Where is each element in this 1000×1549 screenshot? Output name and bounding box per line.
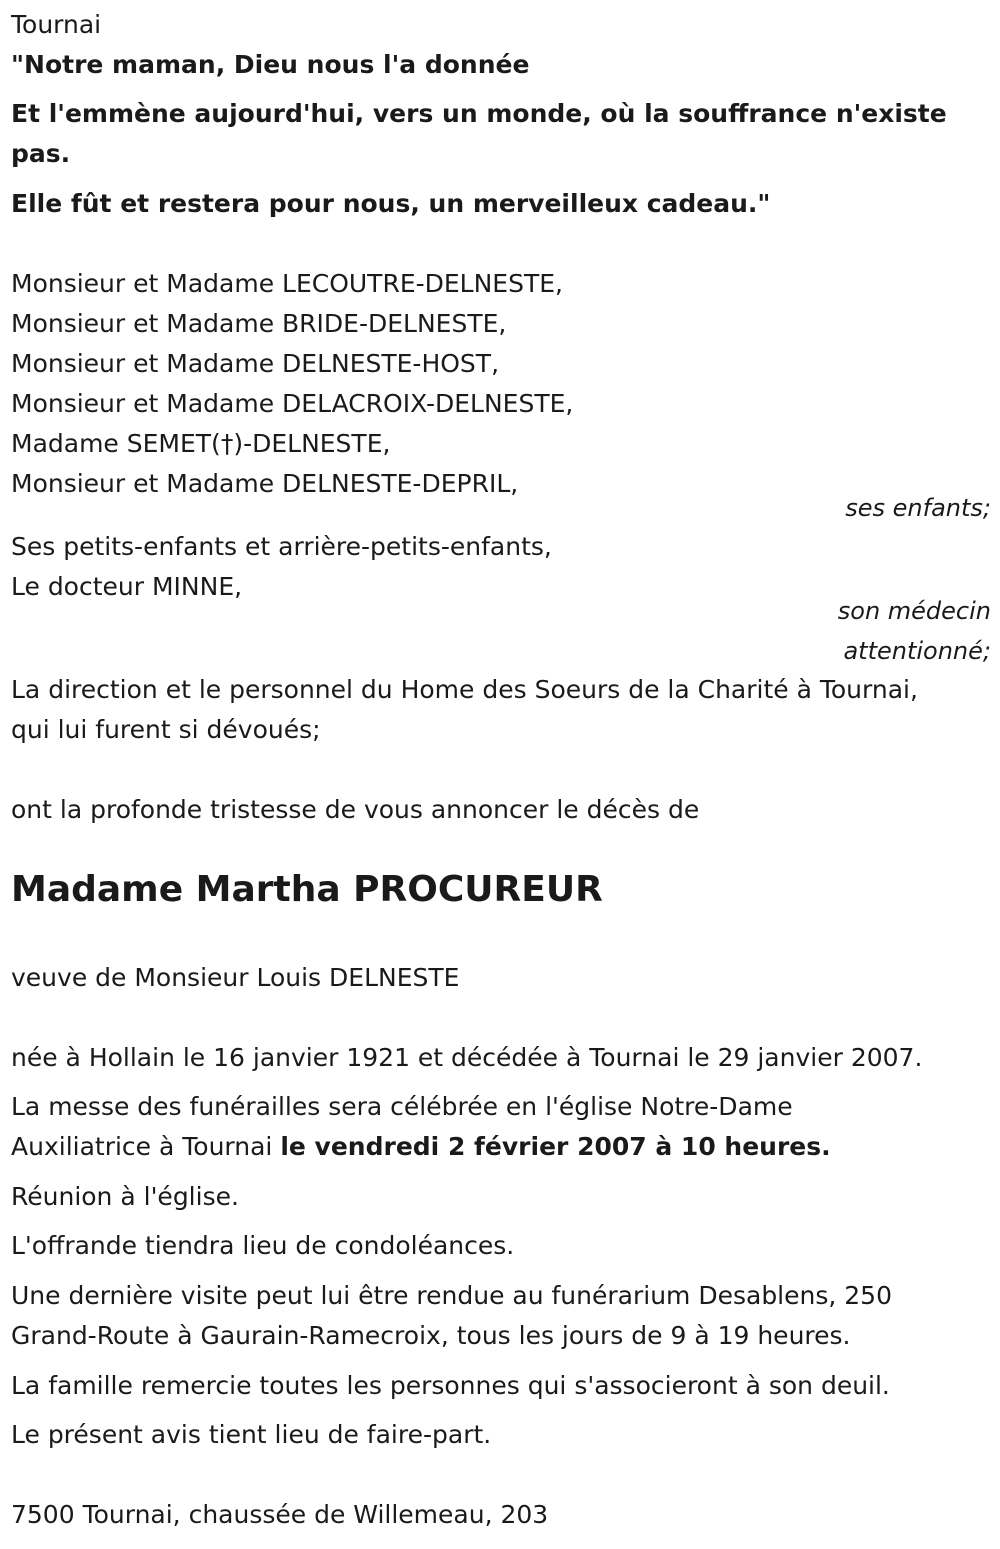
mass-line-1: La messe des funérailles sera célébrée en l'église Notre-Dame [11,1092,793,1121]
family-child-4: Monsieur et Madame DELACROIX-DELNESTE, [11,389,574,418]
widow-of: veuve de Monsieur Louis DELNESTE [11,963,460,992]
deceased-name: Madame Martha PROCUREUR [11,869,603,910]
doctor: Le docteur MINNE, [11,572,243,601]
quote-line-2a: Et l'emmène aujourd'hui, vers un monde, où la souffrance n'existe [11,99,947,128]
doctor-role-2: attentionné; [843,637,991,665]
visit-line-1: Une dernière visite peut lui être rendue au funérarium Desablens, 250 [11,1281,892,1310]
thanks-note: La famille remercie toutes les personnes qui s'associeront à son deuil. [11,1371,890,1400]
doctor-role-1: son médecin [837,597,991,625]
family-child-1: Monsieur et Madame LECOUTRE-DELNESTE, [11,269,563,298]
birth-death-dates: née à Hollain le 16 janvier 1921 et décédée à Tournai le 29 janvier 2007. [11,1043,923,1072]
children-role: ses enfants; [845,494,991,522]
family-child-3: Monsieur et Madame DELNESTE-HOST, [11,349,500,378]
family-child-6: Monsieur et Madame DELNESTE-DEPRIL, [11,469,519,498]
visit-line-2: Grand-Route à Gaurain-Ramecroix, tous les jours de 9 à 19 heures. [11,1321,851,1350]
home-staff-2: qui lui furent si dévoués; [11,715,321,744]
home-staff-1: La direction et le personnel du Home des Soeurs de la Charité à Tournai, [11,675,918,704]
meeting-note: Réunion à l'église. [11,1182,239,1211]
quote-line-1: "Notre maman, Dieu nous l'a donnée [11,50,530,79]
offering-note: L'offrande tiendra lieu de condoléances. [11,1231,515,1260]
header-city: Tournai [11,10,102,39]
family-child-5: Madame SEMET(†)-DELNESTE, [11,429,391,458]
announcement: ont la profonde tristesse de vous annoncer le décès de [11,795,700,824]
mass-datetime: le vendredi 2 février 2007 à 10 heures. [280,1132,831,1161]
notice-note: Le présent avis tient lieu de faire-part. [11,1420,492,1449]
quote-line-2b: pas. [11,139,71,168]
family-child-2: Monsieur et Madame BRIDE-DELNESTE, [11,309,507,338]
mass-place: Auxiliatrice à Tournai [11,1132,281,1161]
mass-line-2 [11,1132,831,1162]
grandchildren: Ses petits-enfants et arrière-petits-enfants, [11,532,552,561]
quote-line-3: Elle fût et restera pour nous, un merveilleux cadeau." [11,189,771,218]
address: 7500 Tournai, chaussée de Willemeau, 203 [11,1500,549,1529]
